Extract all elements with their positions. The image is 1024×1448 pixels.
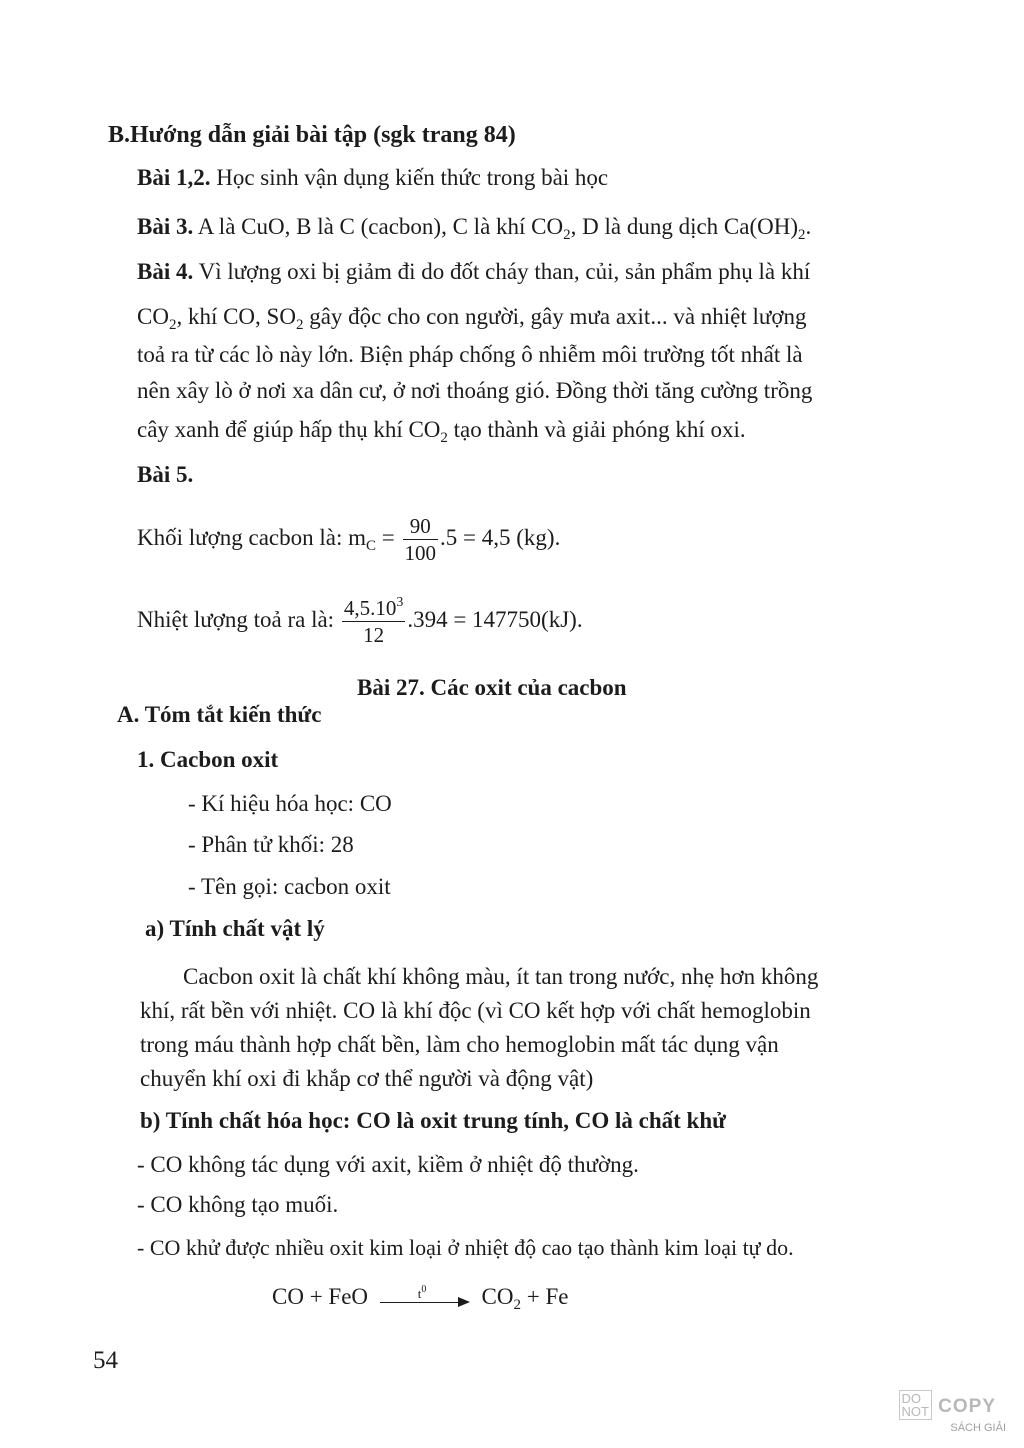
heat-fraction (342, 595, 406, 648)
subscript: 2 (440, 430, 448, 446)
bai-3-text-b: , D là dung dịch Ca(OH) (570, 214, 799, 239)
subscript: 2 (563, 227, 571, 243)
bai-3-label: Bài 3. (137, 214, 194, 239)
symbol-line: - Kí hiệu hóa học: CO (188, 791, 392, 816)
subscript: 2 (295, 317, 304, 333)
bai-4-line-5 (137, 415, 746, 445)
mass-result: .5 = 4,5 (kg). (440, 525, 561, 550)
reaction-condition (418, 1279, 427, 1309)
chemical-props-line-2: - CO không tạo muối. (137, 1192, 339, 1217)
molecular-mass-line: - Phân tử khối: 28 (188, 832, 354, 857)
physical-props-heading: a) Tính chất vật lý (145, 916, 325, 941)
do-not-copy-watermark (896, 1384, 1006, 1434)
physical-props-line-1: Cacbon oxit là chất khí không màu, ít tan trong nước, nhẹ hơn không (183, 964, 819, 989)
bai-4-line-3: toả ra từ các lò này lớn. Biện pháp chống ô nhiễm môi trường tốt nhất là (137, 342, 803, 367)
part-a-heading: A. Tóm tắt kiến thức (117, 702, 322, 727)
bai-5-label: Bài 5. (137, 462, 194, 487)
bai-1-2-label: Bài 1,2. (137, 165, 211, 190)
superscript: 0 (421, 1283, 427, 1295)
equals: = (376, 525, 401, 550)
product-co2: CO (481, 1284, 514, 1309)
bai-4-line-4: nên xây lò ở nơi xa dân cư, ở nơi thoáng gió. Đồng thời tăng cường trồng (137, 378, 813, 403)
section-1-heading: 1. Cacbon oxit (137, 747, 279, 772)
watermark-copy: COPY (938, 1396, 996, 1417)
watermark-do-not (899, 1390, 932, 1420)
heat-label: Nhiệt lượng toả ra là: (137, 607, 335, 632)
mass-fraction (403, 513, 439, 566)
subscript: 2 (168, 317, 177, 333)
watermark-not: NOT (901, 1404, 929, 1419)
mass-label: Khối lượng cacbon là: m (137, 525, 367, 550)
bai-1-2-text: Học sinh vận dụng kiến thức trong bài học (216, 165, 609, 190)
watermark-brand: SÁCH GIẢI (950, 1422, 1006, 1434)
subscript: 2 (798, 227, 806, 243)
reaction-equation (272, 1282, 568, 1312)
bai-4-text-5a: cây xanh để giúp hấp thụ khí CO (137, 417, 441, 442)
bai-4-text-5b: tạo thành và giải phóng khí oxi. (447, 417, 746, 442)
name-line: - Tên gọi: cacbon oxit (188, 874, 391, 899)
chemical-props-heading: b) Tính chất hóa học: CO là oxit trung tính, CO là chất khử (140, 1108, 726, 1133)
product-fe: + Fe (521, 1284, 569, 1309)
physical-props-line-3: trong máu thành hợp chất bền, làm cho hemoglobin mất tác dụng vận (140, 1032, 779, 1057)
lesson-title: Bài 27. Các oxit của cacbon (357, 675, 627, 700)
heat-numerator (342, 595, 406, 621)
bai-4-line-1 (137, 257, 810, 287)
heat-denominator: 12 (363, 623, 385, 648)
reaction-arrow (380, 1283, 470, 1309)
bai-3-text-c: . (805, 214, 812, 239)
superscript: 3 (396, 595, 404, 611)
bai-4-label: Bài 4. (137, 259, 194, 284)
bai-4-line-2 (137, 302, 807, 332)
physical-props-line-4: chuyển khí oxi đi khắp cơ thể người và động vật) (140, 1066, 594, 1091)
chemical-props-line-3: - CO khử được nhiều oxit kim loại ở nhiệt độ cao tạo thành kim loại tự do. (137, 1235, 794, 1260)
bai-3-text-a: A là CuO, B là C (cacbon), C là khí CO (197, 214, 564, 239)
subscript: C (366, 538, 377, 554)
bai-3 (137, 212, 811, 242)
bai-4-text-2b: , khí CO, SO (176, 304, 296, 329)
mass-formula (137, 508, 560, 568)
mass-denominator: 100 (404, 541, 437, 566)
chemical-props-line-1: - CO không tác dụng với axit, kiềm ở nhiệt độ thường. (137, 1152, 639, 1177)
bai-1-2 (137, 163, 608, 193)
bai-4-text-2a: CO (137, 304, 169, 329)
section-b-heading: B.Hướng dẫn giải bài tập (sgk trang 84) (108, 122, 516, 148)
condition-text: t (417, 1285, 422, 1301)
bai-4-text-2c: gây độc cho con người, gây mưa axit... và nhiệt lượng (303, 304, 807, 329)
subscript: 2 (513, 1297, 521, 1313)
physical-props-line-2: khí, rất bền với nhiệt. CO là khí độc (vì CO kết hợp với chất hemoglobin (140, 998, 811, 1023)
heat-numerator-base: 4,5.10 (343, 596, 397, 621)
heat-result: .394 = 147750(kJ). (407, 607, 583, 632)
page-number: 54 (93, 1347, 118, 1374)
reactants: CO + FeO (272, 1284, 369, 1309)
bai-4-text-1: Vì lượng oxi bị giảm đi do đốt cháy than, củi, sản phẩm phụ là khí (198, 259, 811, 284)
mass-numerator: 90 (409, 514, 431, 539)
heat-formula (137, 590, 583, 650)
watermark-do: DO (901, 1391, 922, 1406)
